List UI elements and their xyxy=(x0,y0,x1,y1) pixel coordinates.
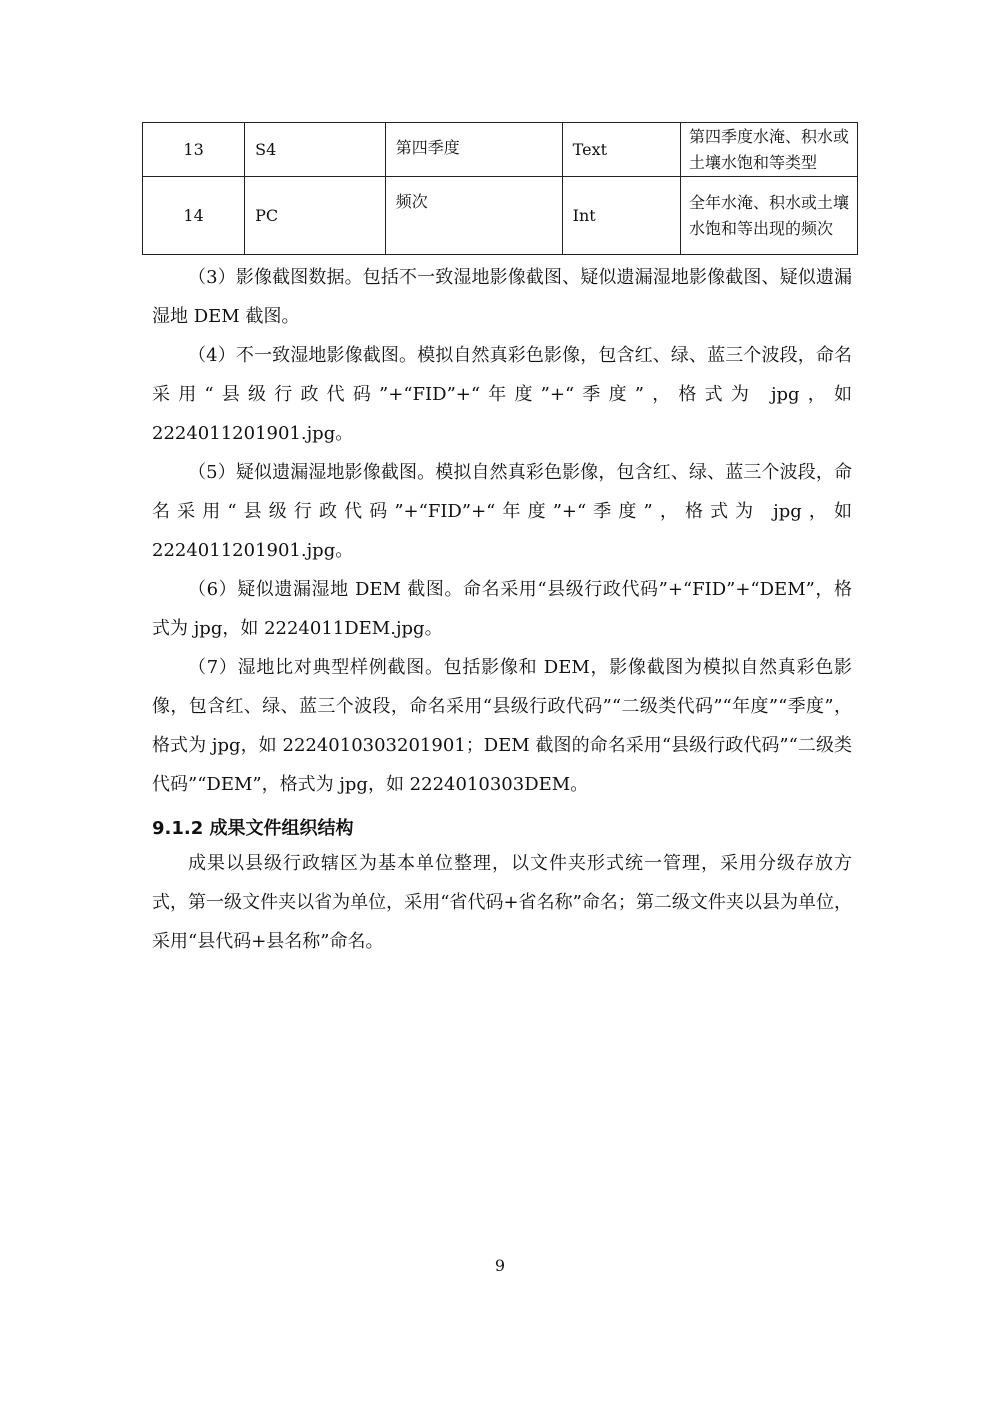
cell-no: 14 xyxy=(143,177,245,255)
paragraph-missing-wetland-image: （5）疑似遗漏湿地影像截图。模拟自然真彩色影像，包含红、绿、蓝三个波段，命名采用“县级行政代码”+“FID”+“年度”+“季度”，格式为 jpg，如 2224011201901.jpg。 xyxy=(152,462,852,561)
cell-field: S4 xyxy=(245,123,386,177)
paragraph-screenshot-data: （3）影像截图数据。包括不一致湿地影像截图、疑似遗漏湿地影像截图、疑似遗漏湿地 DEM 截图。 xyxy=(152,267,852,327)
cell-desc: 全年水淹、积水或土壤水饱和等出现的频次 xyxy=(680,177,857,255)
field-table xyxy=(142,122,858,255)
paragraph-missing-wetland-dem: （6）疑似遗漏湿地 DEM 截图。命名采用“县级行政代码”+“FID”+“DEM”，格式为 jpg，如 2224011DEM.jpg。 xyxy=(152,579,852,639)
cell-desc: 第四季度水淹、积水或土壤水饱和等类型 xyxy=(680,123,857,177)
section-heading: 9.1.2 成果文件组织结构 xyxy=(152,818,354,839)
cell-no: 13 xyxy=(143,123,245,177)
table-row xyxy=(143,177,858,255)
paragraph-file-structure: 成果以县级行政辖区为基本单位整理，以文件夹形式统一管理，采用分级存放方式，第一级文件夹以省为单位，采用“省代码+省名称”命名；第二级文件夹以县为单位，采用“县代码+县名称”命名。 xyxy=(152,853,852,952)
cell-name: 频次 xyxy=(385,177,562,255)
paragraph-typical-sample: （7）湿地比对典型样例截图。包括影像和 DEM，影像截图为模拟自然真彩色影像，包含红、绿、蓝三个波段，命名采用“县级行政代码”“二级类代码”“年度”“季度”，格式为 jpg，如 2224010303201901；DEM 截图的命名采用“县级行政代码”“二级类代码”“DEM”，格式为 jpg，如 2224010303DEM。 xyxy=(152,657,852,795)
cell-type: Text xyxy=(562,123,680,177)
paragraph-inconsistent-wetland: （4）不一致湿地影像截图。模拟自然真彩色影像，包含红、绿、蓝三个波段，命名采用“县级行政代码”+“FID”+“年度”+“季度”，格式为 jpg，如 2224011201901.jpg。 xyxy=(152,345,852,444)
cell-name: 第四季度 xyxy=(385,123,562,177)
page-number: 9 xyxy=(494,1256,506,1275)
cell-type: Int xyxy=(562,177,680,255)
table-row xyxy=(143,123,858,177)
cell-field: PC xyxy=(245,177,386,255)
